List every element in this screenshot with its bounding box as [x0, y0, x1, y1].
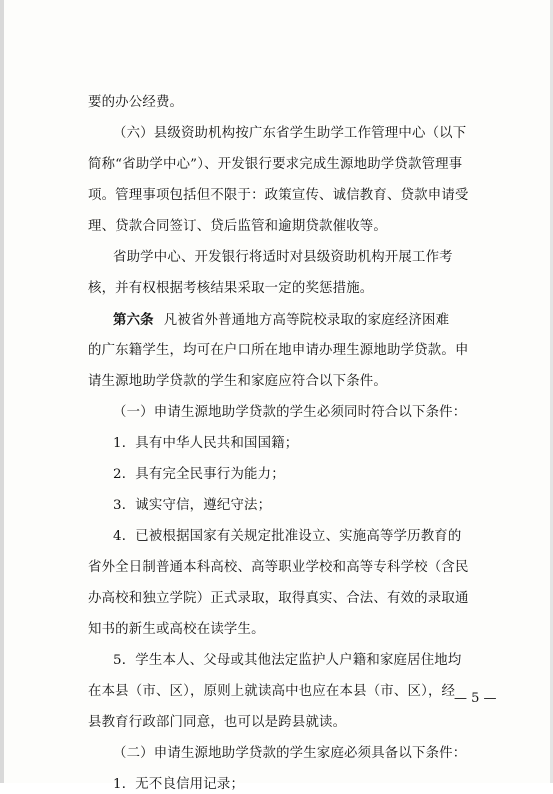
text-line-10: 请生源地助学贷款的学生和家庭应符合以下条件。	[88, 374, 387, 389]
text-line-13: 2．具有完全民事行为能力；	[113, 467, 285, 482]
text-line-20: 在本县（市、区），原则上就读高中也应在本县（市、区），经	[88, 684, 456, 699]
text-line-11: （一）申请生源地助学贷款的学生必须同时符合以下条件：	[113, 405, 467, 420]
text-line-19: 5．学生本人、父母或其他法定监护人户籍和家庭居住地均	[113, 653, 462, 668]
text-line-16: 省外全日制普通本科高校、高等职业学校和高等专科学校（含民	[88, 560, 469, 575]
text-line-7: 核，并有权根据考核结果采取一定的奖惩措施。	[88, 281, 374, 296]
text-line-23: 1．无不良信用记录；	[113, 777, 245, 792]
text-line-1: 要的办公经费。	[88, 95, 184, 110]
text-line-14: 3．诚实守信，遵纪守法；	[113, 498, 272, 513]
article-label: 第六条	[113, 312, 154, 328]
scan-edge-left	[0, 0, 4, 783]
text-line-9: 的广东籍学生，均可在户口所在地申请办理生源地助学贷款。申	[88, 343, 469, 358]
text-line-15: 4．已被根据国家有关规定批准设立、实施高等学历教育的	[113, 529, 462, 544]
text-line-17: 办高校和独立学院）正式录取，取得真实、合法、有效的录取通	[88, 591, 469, 606]
text-line-22: （二）申请生源地助学贷款的学生家庭必须具备以下条件：	[113, 746, 467, 761]
text-line-21: 县教育行政部门同意，也可以是跨县就读。	[88, 715, 347, 730]
text-line-3: 简称“省助学中心”）、开发银行要求完成生源地助学贷款管理事	[88, 157, 463, 172]
text-line-2: （六）县级资助机构按广东省学生助学工作管理中心（以下	[113, 126, 467, 141]
article-six-text: 凡被省外普通地方高等院校录取的家庭经济困难	[163, 313, 450, 328]
page-number: — 5 —	[454, 691, 497, 706]
text-line-12: 1．具有中华人民共和国国籍；	[113, 436, 299, 451]
text-line-4: 项。管理事项包括但不限于：政策宣传、诚信教育、贷款申请受	[88, 188, 469, 203]
text-line-6: 省助学中心、开发银行将适时对县级资助机构开展工作考	[113, 250, 453, 265]
text-line-5: 理、贷款合同签订、贷后监管和逾期贷款催收等。	[88, 219, 387, 234]
article-six-line	[113, 311, 449, 330]
text-line-18: 知书的新生或高校在读学生。	[88, 622, 265, 637]
